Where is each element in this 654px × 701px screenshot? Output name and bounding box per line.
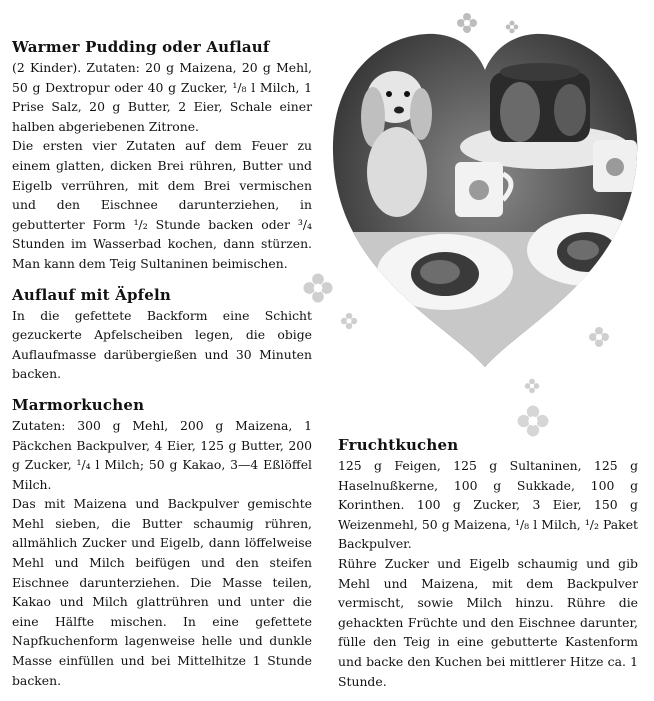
flower-icon: [588, 326, 610, 348]
flower-icon: [505, 20, 519, 34]
recipe-title: Warmer Pudding oder Auflauf: [12, 38, 270, 56]
flower-icon: [340, 312, 358, 330]
recipe-warmer-pudding: [12, 38, 312, 274]
recipe-ingredients: (2 Kinder). Zutaten: 20 g Maizena, 20 g Mehl, 50 g Dextropur oder 40 g Zucker, ¹/₈ l Milch, 1 Prise Salz, 20 g Butter, 2 Eier, Schale einer halben abgeriebenen Zitrone.: [12, 60, 312, 134]
flower-icon: [516, 404, 550, 438]
flower-icon: [456, 12, 478, 34]
recipe-ingredients: Zutaten: 300 g Mehl, 200 g Maizena, 1 Päckchen Backpulver, 4 Eier, 125 g Butter, 200 g Zucker, ¹/₄ l Milch; 50 g Kakao, 3—4 Eßlöffel Milch.: [12, 417, 312, 492]
recipe-instructions: Rühre Zucker und Eigelb schaumig und gib Mehl und Maizena, mit dem Backpulver vermischt, sowie Milch hinzu. Rühre die gehackten Früchte und den Eischnee darunter, fülle den Teig in eine gebutterte Kastenform und backe den Kuchen bei mittlerer Hitze ca. 1 Stunde.: [338, 555, 638, 689]
flower-icon: [524, 378, 540, 394]
recipe-instructions: In die gefettete Backform eine Schicht gezuckerte Apfelscheiben legen, die obige Auflaufmasse darübergießen und 30 Minuten backen.: [12, 307, 312, 382]
recipe-ingredients: 125 g Feigen, 125 g Sultaninen, 125 g Haselnußkerne, 100 g Sukkade, 100 g Korinthen. 100 g Zucker, 3 Eier, 150 g Weizenmehl, 50 g Maizena, ¹/₈ l Milch, ¹/₂ Paket Backpulver.: [338, 458, 638, 552]
recipe-title: Fruchtkuchen: [338, 436, 459, 454]
recipe-marmorkuchen: [12, 396, 312, 690]
plate-right: [527, 214, 645, 286]
flower-icon: [302, 272, 334, 304]
recipe-instructions: Das mit Maizena und Backpulver gemischte Mehl sieben, die Butter schaumig rühren, allmählich Zucker und Eigelb, dann löffelweise Mehl und Milch beifügen und den steifen Eischnee darunterziehen. Die Masse teilen, Kakao und Milch glattrühren und unter die eine Hälfte mischen. In eine gefettete Napfkuchenform lagenweise helle und dunkle Masse einfüllen und bei Mittelhitze 1 Stunde backen.: [12, 496, 312, 688]
left-column: [12, 38, 312, 700]
plate-left: [377, 234, 513, 310]
recipe-fruchtkuchen: [338, 436, 638, 691]
recipe-instructions: Die ersten vier Zutaten auf dem Feuer zu einem glatten, dicken Brei rühren, Butter und Eigelb verrühren, mit dem Brei vermischen und den Eischnee darunterziehen, in gebutterter Form ¹/₂ Stunde backen oder ³/₄ Stunden im Wasserbad kochen, dann stürzen. Man kann dem Teig Sultaninen beimischen.: [12, 138, 312, 271]
cup-left: [455, 162, 511, 217]
recipe-auflauf-aepfel: [12, 286, 312, 384]
recipe-title: Marmorkuchen: [12, 395, 145, 414]
recipe-title: Auflauf mit Äpfeln: [12, 285, 172, 304]
right-column: [338, 436, 638, 701]
heart-photo-illustration: [325, 22, 645, 372]
cup-right: [593, 140, 637, 192]
